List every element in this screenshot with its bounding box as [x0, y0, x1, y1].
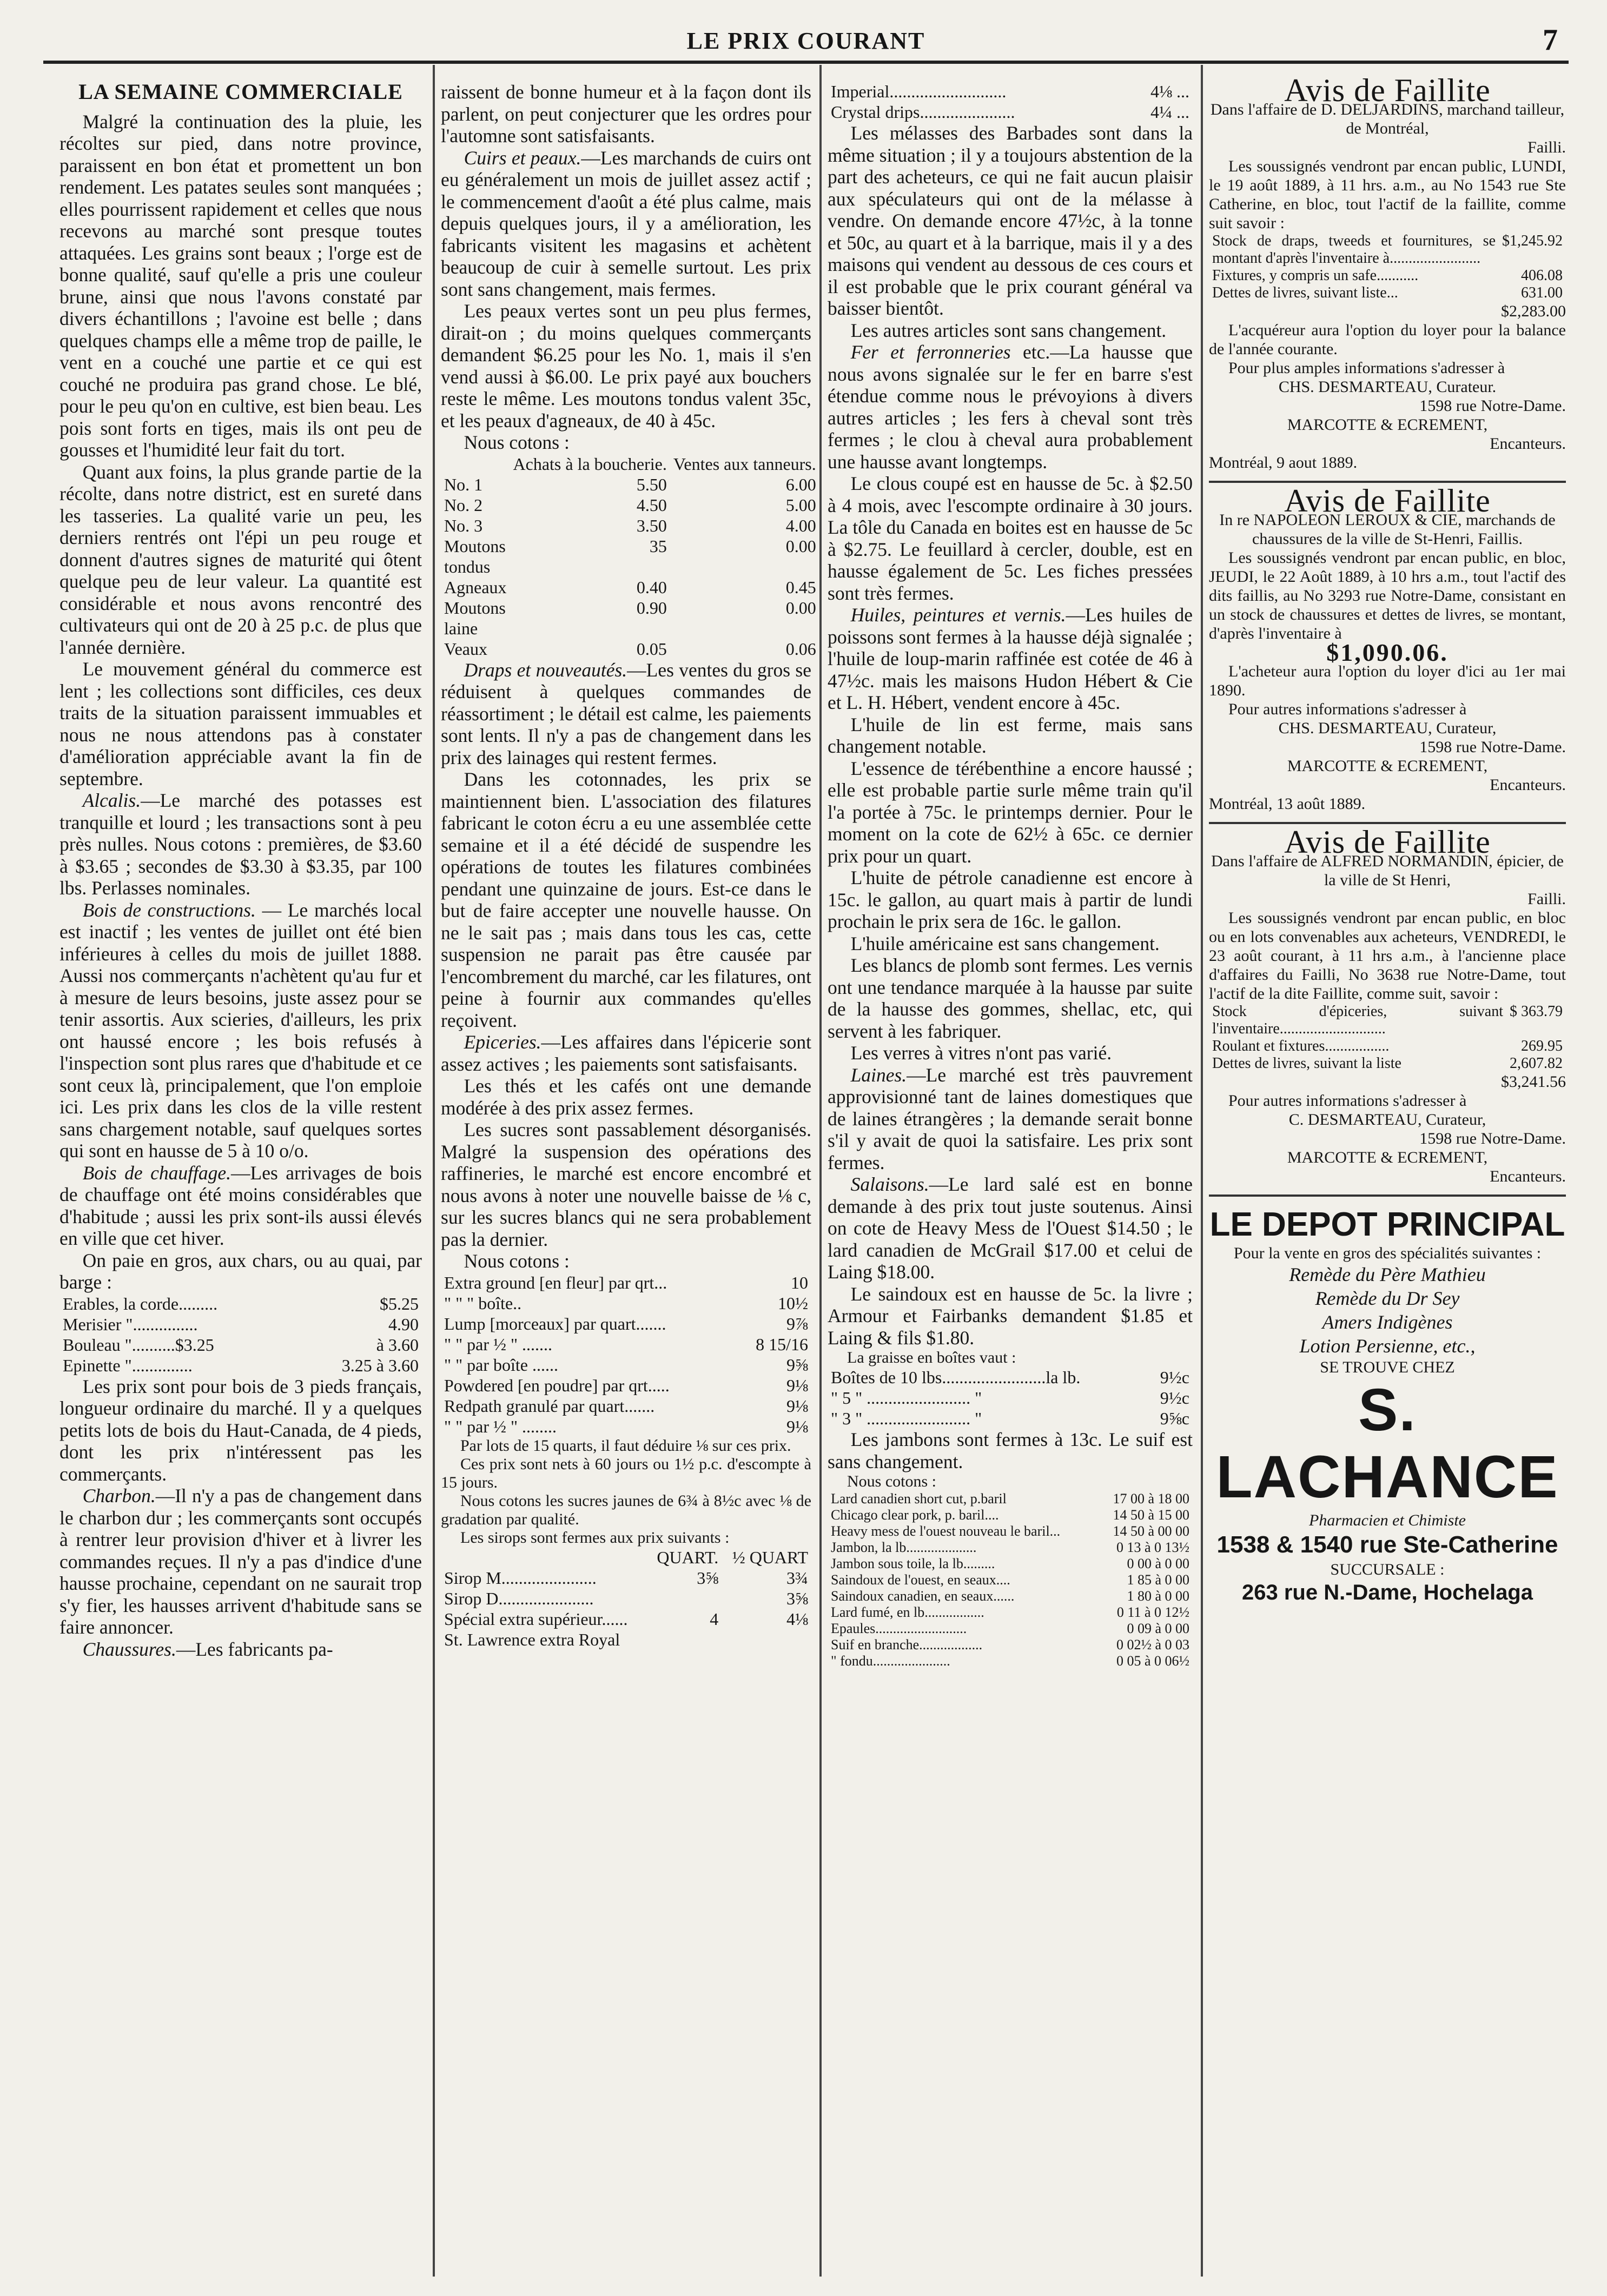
paragraph: Les sucres sont passablement désorganisés. Malgré la suspension des opérations des raffineries, le marché est encore encombré et nous avons à noter une nouvelle baisse de ⅛ c, sur les sucres blancs qui ne sera probablement pas la dernier. — [441, 1119, 811, 1250]
notice-body: Les soussignés vendront par encan public, en bloc ou en lots convenables aux acheteurs, VENDREDI, le 23 août courant, à 11 hrs a.m., à l'ancienne place d'affaires du Failli, No 3638 rue Notre-Dame, tout l'actif de la dite Faillite, comme suit, savoir : — [1209, 909, 1566, 1003]
cell: St. Lawrence extra Royal — [444, 1629, 620, 1649]
hides-price-table — [441, 454, 819, 659]
pharmacy-advertisement — [1209, 1205, 1566, 1606]
cell: 4⅛ — [786, 1609, 808, 1629]
notice-paragraph: Pour autres informations s'adresser à — [1228, 700, 1467, 718]
cell: 3.50 — [636, 515, 667, 535]
table-header-row — [441, 454, 819, 474]
table-row — [828, 1367, 1193, 1388]
paragraph — [59, 1162, 422, 1250]
item-price: 9½c — [1160, 1388, 1189, 1408]
table-row — [828, 1408, 1193, 1429]
item-price: 0 05 à 0 06½ — [1116, 1653, 1189, 1669]
notice-paragraph: Pour plus amples informations s'adresser à — [1228, 359, 1505, 377]
column-divider — [819, 65, 822, 2277]
grease-price-table — [828, 1367, 1193, 1429]
section-heading: LA SEMAINE COMMERCIALE — [78, 79, 403, 104]
column-3 — [828, 81, 1193, 2277]
paragraph — [828, 1064, 1193, 1174]
rubric-text: —Il n'y a pas de changement dans le charbon dur ; les commerçants sont occupés à rentrer leur provision d'hiver et à livrer les commandes reçues. Il n'y a pas d'indice d'une hausse prochaine, cependant on ne saurait trop s'y fier, les hausses arrivent d'habitude sans se faire annoncer. — [59, 1485, 422, 1638]
item-name: Redpath granulé par quart....... — [444, 1396, 655, 1416]
table-row — [1209, 267, 1566, 284]
paragraph — [59, 899, 422, 1162]
item-price: 1 85 à 0 00 — [1127, 1572, 1189, 1588]
ad-product: Amers Indigènes — [1322, 1311, 1453, 1333]
item-name: Stock de draps, tweeds et fournitures, se montant d'après l'inventaire à........................ — [1212, 233, 1496, 267]
paragraph: L'huile américaine est sans changement. — [850, 932, 1160, 954]
paragraph — [828, 604, 1193, 714]
item-name: Jambon, la lb.................... — [831, 1539, 977, 1555]
table-row — [441, 1375, 811, 1396]
notice-body: Les soussignés vendront par encan public, en bloc, JEUDI, le 22 Août 1889, à 10 hrs a.m., tout l'actif des dits faillis, au No 3293 rue Notre-Dame, consistant en un stock de chaussures et dettes de livres, se montant, d'après l'inventaire à — [1209, 549, 1566, 642]
ad-product: Remède du Dr Sey — [1315, 1288, 1460, 1309]
cell: 4.50 — [636, 495, 667, 515]
bankruptcy-notice-1 — [1209, 72, 1566, 472]
cell: Sirop D...................... — [444, 1588, 594, 1608]
paragraph — [828, 1173, 1193, 1283]
paragraph: Le mouvement général du commerce est lent ; les collections sont difficiles, ces deux traits de la situation paraissent immuables et nous ne nous attendons pas à constater d'amélioration appréciable avant la fin de septembre. — [59, 658, 422, 789]
ad-merchant-role: Pharmacien et Chimiste — [1309, 1511, 1466, 1529]
paragraph: Les sirops sont fermes aux prix suivants : — [460, 1528, 730, 1547]
paragraph: Les verres à vitres n'ont pas varié. — [850, 1042, 1112, 1064]
table-row — [1209, 233, 1566, 267]
paragraph — [59, 1485, 422, 1638]
notice-title: Avis de Faillite — [1284, 483, 1491, 519]
table-row — [828, 1637, 1193, 1653]
cell: 0.06 — [785, 639, 816, 659]
paragraph: La graisse en boîtes vaut : — [847, 1349, 1016, 1366]
item-price: 4.90 — [388, 1314, 419, 1334]
masthead-title: LE PRIX COURANT — [686, 28, 925, 54]
notice-paragraph: L'acheteur aura l'option du loyer d'ici au 1er mai 1890. — [1209, 662, 1566, 699]
rubric-text: —Le lard salé est en bonne demande à des prix tout juste soutenus. Ainsi on cote de Heavy Mess de l'Ouest $14.50 ; le lard canadien de McGrail $17.00 et celui de Laing $18.00. — [828, 1173, 1193, 1283]
cell — [647, 1629, 722, 1650]
notice-intro: In re NAPOLEON LEROUX & CIE, marchands de chaussures de la ville de St-Henri, Faillis. — [1219, 511, 1556, 548]
column-divider — [1201, 65, 1203, 2277]
item-price: 9⅞ — [786, 1313, 808, 1333]
paragraph: Les mélasses des Barbades sont dans la même situation ; il y a toujours abstention de la part des acheteurs, ce qui ne fait aucun plaisir aux spéculateurs qui ont de la mélasse à vendre. On demande encore 47½c, à la tonne et 50c, au quart et à la barrique, mais il y a des maisons qui vendent au dessous de ces cours et il est probable que le prix courant général va baisser bientôt. — [828, 122, 1193, 319]
page-header — [49, 23, 1563, 59]
item-price: 8 15/16 — [756, 1334, 808, 1354]
item-name: " " " boîte.. — [444, 1293, 522, 1313]
cell: No. 1 — [444, 474, 483, 494]
table-row — [828, 1388, 1193, 1408]
table-row — [1209, 1055, 1566, 1072]
item-name: Merisier "............... — [63, 1314, 198, 1334]
paragraph: Malgré la continuation des la pluie, les récoltes sur pied, dans notre province, paraissent en bon état et promettent un bon rendement. Les patates seules sont manquées ; elles pourrissent rapidement et celles que nous recevons au marché sont presque toutes attaquées. Les grains sont beaux ; l'orge est de bonne qualité, sauf qu'elle a pris une couleur brune, ainsi que nous l'avons constaté par divers échantillons ; l'avoine est belle ; dans quelques champs elle a même trop de paille, le vent en a couché une partie et ce qui est couché ne produira pas grand chose. Le blé, pour le peu qu'on en cultive, est bien beau. Les pois sont forts en tiges, mais ils ont peu de gousses et l'humidité leur fait du tort. — [59, 110, 422, 461]
paragraph — [441, 1031, 811, 1075]
notice-paragraph: L'acquéreur aura l'option du loyer pour la balance de l'année courante. — [1209, 321, 1566, 358]
table-row — [441, 1396, 811, 1416]
table-row — [828, 1556, 1193, 1572]
table-row — [1209, 1003, 1566, 1038]
rubric-label: Charbon. — [82, 1485, 156, 1507]
notice-total: $2,283.00 — [1501, 302, 1566, 320]
table-row — [828, 1539, 1193, 1556]
ad-found-at: SE TROUVE CHEZ — [1320, 1358, 1455, 1376]
cell: Moutons tondus — [444, 536, 506, 576]
item-name: Lard fumé, en lb................. — [831, 1604, 984, 1620]
cell: 0.05 — [636, 639, 667, 659]
notice-body: Les soussignés vendront par encan public, LUNDI, le 19 août 1889, à 11 hrs. a.m., au No 1543 rue Ste Catherine, en bloc, tout l'actif de la faillite, comme suit savoir : — [1209, 157, 1566, 232]
item-price: 3.25 à 3.60 — [341, 1355, 419, 1375]
paragraph: Nous cotons les sucres jaunes de 6¾ à 8½c avec ⅛ de gradation par qualité. — [441, 1491, 811, 1528]
item-price: 17 00 à 18 00 — [1113, 1491, 1189, 1507]
table-row — [1209, 284, 1566, 302]
table-row — [441, 1334, 811, 1355]
table-header: QUART. — [657, 1547, 719, 1567]
notice-auctioneer: MARCOTTE & ECREMENT, — [1287, 1149, 1488, 1166]
rubric-label: Epiceries. — [464, 1031, 541, 1053]
notice-failli: Failli. — [1527, 890, 1566, 908]
table-row — [441, 1609, 811, 1629]
item-price: 1 80 à 0 00 — [1127, 1588, 1189, 1604]
table-header: Ventes aux tanneurs. — [673, 454, 816, 474]
pork-price-table — [828, 1491, 1193, 1669]
paragraph: Par lots de 15 quarts, il faut déduire ⅛ sur ces prix. — [460, 1436, 791, 1455]
table-row — [441, 1568, 811, 1588]
table-row — [441, 1588, 811, 1609]
table-row — [828, 1653, 1193, 1669]
table-row — [828, 1604, 1193, 1621]
table-row — [441, 1629, 811, 1650]
cell: 5.50 — [636, 474, 667, 494]
paragraph: Les peaux vertes sont un peu plus fermes, dirait-on ; du moins quelques commerçants demandent $6.25 pour les No. 1, mais il s'en vend aussi à $6.00. Le prix payé aux bouchers reste le même. Les moutons tondus valent 35c, et les peaux d'agneaux, de 40 à 45c. — [441, 300, 811, 432]
table-header-row — [441, 1547, 811, 1568]
paragraph: Nous cotons : — [847, 1472, 936, 1490]
table-row — [828, 1588, 1193, 1604]
item-name: Jambon sous toile, la lb......... — [831, 1556, 995, 1571]
item-name: Crystal drips...................... — [831, 102, 1015, 122]
sugar-price-table — [441, 1272, 811, 1437]
cell — [647, 1588, 722, 1609]
item-price: 0 13 à 0 13½ — [1116, 1539, 1189, 1555]
ad-branch-label: SUCCURSALE : — [1330, 1561, 1445, 1578]
ad-title: LE DEPOT PRINCIPAL — [1209, 1206, 1565, 1243]
cell: No. 3 — [444, 515, 483, 535]
cell — [722, 1629, 811, 1650]
rubric-text: —Les huiles de poissons sont fermes à la hausse déjà signalée ; l'huile de loup-marin raffinée est cotée de 46 à 47½c. mais les maisons Hudon Hébert & Cie et L. H. Hébert, vendent encore à 45c. — [828, 604, 1193, 713]
rubric-label: Salaisons. — [850, 1173, 929, 1195]
paragraph: L'huite de pétrole canadienne est encore à 15c. le gallon, au quart mais à partir de lundi prochain le prix sera de 16c. le gallon. — [828, 867, 1193, 932]
item-price: 2,607.82 — [1510, 1055, 1563, 1072]
item-price: 4⅛ ... — [1150, 82, 1189, 101]
notice-auctioneer-role: Encanteurs. — [1490, 776, 1566, 794]
item-name: Saindoux canadien, en seaux...... — [831, 1588, 1015, 1604]
table-row — [828, 1507, 1193, 1523]
notice-failli: Failli. — [1527, 138, 1566, 156]
notice-title: Avis de Faillite — [1284, 72, 1491, 108]
column-2 — [441, 81, 816, 2277]
paragraph: Les jambons sont fermes à 13c. Le suif est sans changement. — [828, 1429, 1193, 1472]
rubric-label: Cuirs et peaux. — [464, 147, 581, 169]
cell: 0.00 — [785, 598, 816, 618]
table-row — [441, 515, 819, 536]
paragraph: On paie en gros, aux chars, ou au quai, par barge : — [59, 1249, 422, 1293]
item-price: 0 00 à 0 00 — [1127, 1556, 1189, 1571]
cell: Sirop M...................... — [444, 1568, 597, 1588]
notice-title: Avis de Faillite — [1284, 824, 1491, 860]
item-price: 10 — [791, 1272, 808, 1292]
table-header — [441, 1547, 647, 1568]
rubric-text: —Les ventes du gros se réduisent à quelques commandes de réassortiment ; le détail est calme, les paiements sont lents. Il n'y a pas de changement dans les prix des lainages qui restent fermes. — [441, 659, 811, 768]
item-price: 269.95 — [1521, 1038, 1563, 1054]
item-name: " " par ½ " ....... — [444, 1334, 553, 1354]
table-header — [441, 454, 510, 474]
notice-date: Montréal, 9 aout 1889. — [1209, 454, 1358, 472]
notice-total: $3,241.56 — [1501, 1073, 1566, 1091]
paragraph — [59, 789, 422, 899]
rubric-label: Laines. — [850, 1064, 907, 1086]
table-row — [828, 81, 1193, 102]
cell: 0.45 — [785, 577, 816, 597]
item-name: Heavy mess de l'ouest nouveau le baril... — [831, 1523, 1061, 1539]
table-row — [441, 1355, 811, 1375]
item-name: " " par ½ " ........ — [444, 1416, 557, 1436]
paragraph: Le saindoux est en hausse de 5c. la livre ; Armour et Fairbanks demandent $1.85 et Laing & fils $1.80. — [828, 1283, 1193, 1349]
rubric-text: —Les marchands de cuirs ont eu généralement un mois de juillet assez actif ; le commencement d'août a été plus calme, mais depuis quelques jours, il y a amélioration, les fabricants visitent les magasins et achètent beaucoup de cuir à semelle surtout. Les prix sont sans changement, mais fermes. — [441, 147, 812, 300]
ad-merchant-name: S. LACHANCE — [1216, 1377, 1559, 1510]
paragraph: Dans les cotonnades, les prix se maintiennent bien. L'association des filatures fabricant le coton écru a eu une assemblée cette semaine et il a été décidé de suspendre les opérations de toutes les filatures combinées pendant une quinzaine de jours. Est-ce dans le but de faire accepter une nouvelle hausse. On ne le sait pas ; mais dans tous les cas, cette suspension ne parait pas être causée par l'encombrement du marché, car les filatures, ont peine à fournir aux commandes qu'elles reçoivent. — [441, 768, 811, 1031]
paragraph: raissent de bonne humeur et à la façon dont ils parlent, on peut conjecturer que les ordres pour l'automne sont satisfaisants. — [441, 81, 811, 147]
item-name: Erables, la corde......... — [63, 1293, 218, 1313]
item-price: à 3.60 — [376, 1335, 419, 1355]
item-price: 9⅝ — [786, 1355, 808, 1375]
ad-product: Remède du Père Mathieu — [1289, 1264, 1486, 1285]
paragraph: Nous cotons : — [464, 1250, 570, 1272]
notice-items-table — [1209, 1003, 1566, 1072]
item-name: Epinette ".............. — [63, 1355, 193, 1375]
item-price: 0 02½ à 0 03 — [1116, 1637, 1189, 1653]
cell: 0.90 — [636, 598, 667, 618]
item-name: " 5 " ........................ " — [831, 1388, 982, 1408]
paragraph: Ces prix sont nets à 60 jours ou 1½ p.c. d'escompte à 15 jours. — [441, 1455, 811, 1491]
ad-address: 1538 & 1540 rue Ste-Catherine — [1216, 1531, 1558, 1558]
table-row — [441, 1416, 811, 1437]
item-name: Stock d'épiceries, suivant l'inventaire............................ — [1212, 1003, 1503, 1037]
table-row — [441, 495, 819, 515]
notice-intro: Dans l'affaire de ALFRED NORMANDIN, épicier, de la ville de St Henri, — [1211, 852, 1564, 889]
item-name: Lump [morceaux] par quart....... — [444, 1313, 666, 1333]
item-name: Lard canadien short cut, p.baril — [831, 1491, 1007, 1507]
table-row — [441, 1272, 811, 1293]
rubric-label: Alcalis. — [82, 789, 141, 811]
table-row — [441, 536, 819, 577]
item-name: Extra ground [en fleur] par qrt... — [444, 1272, 667, 1292]
item-price: 14 50 à 00 00 — [1113, 1523, 1189, 1539]
cell: 3⅝ — [697, 1568, 719, 1588]
item-name: Imperial........................... — [831, 82, 1007, 101]
paragraph: Quant aux foins, la plus grande partie de la récolte, dans notre district, est en sureté dans les tasseries. La qualité varie un peu, les derniers rentrés ont l'épi un peu rouge et donnent d'autres signes de maturité qui ôtent quelque peu de leur valeur. La quantité est considérable et nous avons rencontré des cultivateurs qui ont de 20 à 25 p.c. de plus que l'année dernière. — [59, 461, 422, 658]
paragraph: Les autres articles sont sans changement. — [850, 319, 1167, 341]
table-row — [828, 1491, 1193, 1507]
column-divider — [433, 65, 435, 2277]
page-number: 7 — [1543, 23, 1558, 57]
item-price: 9⅛ — [786, 1396, 808, 1416]
notice-amount: $1,090.06. — [1326, 639, 1449, 666]
item-price: 9⅛ — [786, 1416, 808, 1436]
notice-date: Montréal, 13 août 1889. — [1209, 795, 1366, 813]
item-name: Epaules.......................... — [831, 1621, 967, 1636]
cell: 4.00 — [785, 515, 816, 535]
item-price: 0 11 à 0 12½ — [1116, 1604, 1189, 1620]
paragraph — [828, 341, 1193, 473]
item-name: Suif en branche.................. — [831, 1637, 983, 1653]
paragraph: Nous cotons : — [464, 432, 570, 453]
notice-curator: CHS. DESMARTEAU, Curateur. — [1278, 378, 1497, 396]
syrup-price-table — [441, 1547, 811, 1650]
notice-auctioneer-role: Encanteurs. — [1490, 435, 1566, 453]
column-4-ads — [1209, 72, 1566, 2277]
item-price: 0 09 à 0 00 — [1127, 1621, 1189, 1636]
ad-product: Lotion Persienne, etc., — [1299, 1335, 1476, 1357]
item-price: 9⅛ — [786, 1375, 808, 1395]
item-price: 9½c — [1160, 1368, 1189, 1387]
rubric-text: — Le marchés local est inactif ; les ventes de juillet ont été bien inférieures à celles du mois de juillet 1888. Aussi nos commerçants n'achètent qu'au fur et à mesure de leurs besoins, juste assez pour se tenir assortis. Aux scieries, d'ailleurs, les prix ont haussé encore ; les bois refusés à l'inspection sont plus rares que d'habitude et ce sont ceux là, principalement, que l'on emploie ici. Les prix dans les clos de la ville restent sans chargement notable, sauf quelques sortes qui sont en hausse de 5 à 10 o/o. — [59, 899, 422, 1162]
header-rule — [43, 61, 1569, 64]
cell: No. 2 — [444, 495, 483, 515]
item-price: 9⅝c — [1160, 1409, 1189, 1428]
item-price: $1,245.92 — [1502, 233, 1563, 249]
item-price: 14 50 à 15 00 — [1113, 1507, 1189, 1523]
item-name: Fixtures, y compris un safe........... — [1212, 267, 1419, 284]
table-row — [828, 102, 1193, 122]
paragraph — [441, 659, 811, 769]
bankruptcy-notice-3 — [1209, 824, 1566, 1186]
paragraph: Les prix sont pour bois de 3 pieds français, longueur ordinaire du marché. Il y a quelques petits lots de bois du Haut-Canada, de 4 pieds, dont les prix n'intéressent pas les commerçants. — [59, 1375, 422, 1485]
notice-curator: CHS. DESMARTEAU, Curateur, — [1278, 719, 1497, 737]
notice-auctioneer: MARCOTTE & ECREMENT, — [1287, 416, 1488, 434]
notice-address: 1598 rue Notre-Dame. — [1419, 1130, 1566, 1147]
table-row — [441, 639, 819, 659]
paragraph: Les blancs de plomb sont fermes. Les vernis ont une tendance marquée à la hausse par suite de la hausse des gommes, shellac, etc, qui servent à les fabriquer. — [828, 954, 1193, 1042]
rubric-label: Bois de constructions. — [82, 899, 256, 921]
notice-address: 1598 rue Notre-Dame. — [1419, 397, 1566, 415]
item-name: Boîtes de 10 lbs........................la lb. — [831, 1368, 1081, 1387]
cell: 35 — [649, 536, 667, 556]
item-name: Saindoux de l'ouest, en seaux.... — [831, 1572, 1010, 1588]
notice-auctioneer-role: Encanteurs. — [1490, 1167, 1566, 1185]
paragraph: L'essence de térébenthine a encore haussé ; elle est probable partie surle même train qu'il l'a portée à 75c. le printemps dernier. Pour le moment on la cote de 62½ à 65c. ce dernier prix pour un quart. — [828, 757, 1193, 867]
cell: 5.00 — [785, 495, 816, 515]
item-price: 4¼ ... — [1150, 102, 1189, 122]
ad-branch-address: 263 rue N.-Dame, Hochelaga — [1242, 1581, 1533, 1604]
table-row — [1209, 1038, 1566, 1055]
molasses-price-table — [828, 81, 1193, 122]
notice-separator — [1209, 1195, 1566, 1197]
table-row — [441, 1313, 811, 1334]
table-row — [441, 577, 819, 598]
item-price: 631.00 — [1521, 284, 1563, 301]
rubric-text: —Le marché est très pauvrement approvisionné tant de laines domestiques que de laines étrangères ; la demande serait bonne s'il y avait de quoi la satisfaire. Les prix sont fermes. — [828, 1064, 1193, 1173]
paragraph: L'huile de lin est ferme, mais sans changement notable. — [828, 713, 1193, 757]
item-name: Dettes de livres, suivant liste... — [1212, 284, 1398, 301]
wood-price-table — [59, 1293, 422, 1376]
cell: Veaux — [444, 639, 487, 659]
item-name: Dettes de livres, suivant la liste — [1212, 1055, 1401, 1072]
ad-subtitle: Pour la vente en gros des spécialités suivantes : — [1233, 1244, 1542, 1262]
table-row — [828, 1523, 1193, 1539]
paragraph — [441, 147, 811, 301]
paragraph — [59, 1638, 422, 1661]
table-row — [59, 1293, 422, 1314]
notice-paragraph: Pour autres informations s'adresser à — [1228, 1092, 1467, 1110]
item-name: Bouleau "..........$3.25 — [63, 1335, 214, 1355]
rubric-label: Chaussures. — [82, 1638, 176, 1660]
item-name: " fondu...................... — [831, 1653, 950, 1669]
table-row — [828, 1621, 1193, 1637]
table-row — [59, 1355, 422, 1376]
rubric-label: Bois de chauffage. — [82, 1162, 232, 1184]
item-name: Roulant et fixtures................. — [1212, 1038, 1390, 1054]
cell: 0.40 — [636, 577, 667, 597]
cell: Spécial extra supérieur...... — [444, 1609, 628, 1629]
paragraph: Le clous coupé est en hausse de 5c. à $2.50 à 4 mois, avec l'escompte ordinaire à 30 jours. La tôle du Canada en boites est en hausse de 5c à $2.75. Le feuillard à cercler, double, est en hausse également de 5c. Les fiches pressées sont très fermes. — [828, 473, 1193, 604]
rubric-text: —Les fabricants pa- — [176, 1638, 333, 1660]
item-price: 10½ — [778, 1293, 808, 1313]
notice-intro: Dans l'affaire de D. DELJARDINS, marchand tailleur, de Montréal, — [1210, 101, 1565, 137]
cell: 3¾ — [786, 1568, 808, 1588]
notice-address: 1598 rue Notre-Dame. — [1419, 738, 1566, 756]
rubric-text: —Les arrivages de bois de chauffage ont été moins considérables que d'habitude ; aussi les prix sont-ils aussi élevés en ville que cet hiver. — [59, 1162, 422, 1249]
rubric-label: Fer et ferronneries — [850, 341, 1011, 363]
notice-curator: C. DESMARTEAU, Curateur, — [1288, 1111, 1486, 1129]
cell: Agneaux — [444, 577, 507, 597]
cell: 0.00 — [785, 536, 816, 556]
rubric-text: etc.—La hausse que nous avons signalée sur le fer en barre s'est étendue comme nous le prévoyions à divers autres articles ; les fers à cheval sont très fermes ; le clou à cheval aura probablement une hausse avant longtemps. — [828, 341, 1193, 473]
item-price: 406.08 — [1521, 267, 1563, 284]
cell: 6.00 — [785, 474, 816, 494]
table-row — [828, 1572, 1193, 1588]
column-1 — [59, 81, 422, 2277]
item-name: Powdered [en poudre] par qrt..... — [444, 1375, 670, 1395]
item-price: $ 363.79 — [1510, 1003, 1563, 1020]
notice-auctioneer: MARCOTTE & ECREMENT, — [1287, 757, 1488, 775]
table-header: ½ QUART — [732, 1547, 808, 1567]
item-price: $5.25 — [380, 1293, 419, 1313]
table-row — [441, 474, 819, 495]
table-row — [441, 598, 819, 639]
cell: 4 — [710, 1609, 719, 1629]
rubric-label: Draps et nouveautés. — [464, 659, 627, 681]
rubric-label: Huiles, peintures et vernis. — [850, 604, 1066, 626]
table-row — [59, 1314, 422, 1335]
table-row — [441, 1293, 811, 1313]
item-name: " 3 " ........................ " — [831, 1409, 982, 1428]
item-name: Chicago clear pork, p. baril.... — [831, 1507, 999, 1523]
cell: Moutons laine — [444, 598, 506, 638]
cell: 3⅝ — [786, 1588, 808, 1608]
rubric-text: —Le marché des potasses est tranquille et lourd ; les transactions sont à peu près nulles. Nous cotons : premières, de $3.60 à $3.65 ; secondes de $3.30 à $3.35, par 100 lbs. Perlasses nominales. — [59, 789, 422, 899]
rubric-text: —Les affaires dans l'épicerie sont assez actives ; les paiements sont satisfaisants. — [441, 1031, 811, 1075]
table-header: Achats à la boucherie. — [513, 454, 667, 474]
item-name: " " par boîte ...... — [444, 1355, 558, 1375]
bankruptcy-notice-2 — [1209, 483, 1566, 813]
paragraph: Les thés et les cafés ont une demande modérée à des prix assez fermes. — [441, 1075, 811, 1119]
notice-items-table — [1209, 233, 1566, 302]
table-row — [59, 1335, 422, 1355]
